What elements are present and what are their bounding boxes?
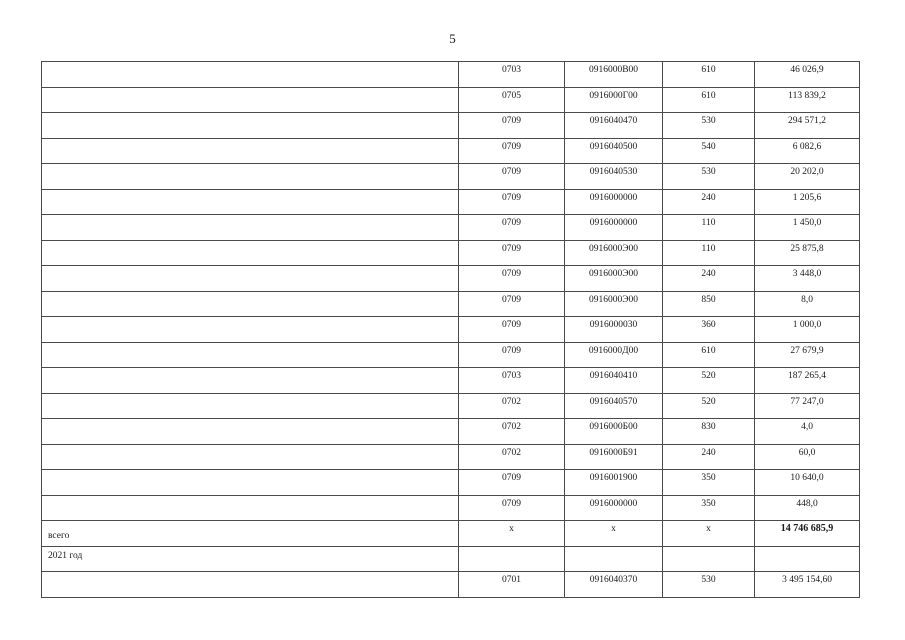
name-cell	[42, 444, 459, 470]
target-cell	[565, 240, 663, 266]
row-section: 0705	[502, 90, 521, 101]
row-target: 0916000Э00	[588, 294, 639, 305]
row-expense: 520	[701, 371, 716, 381]
table-row	[42, 215, 860, 241]
target-cell	[565, 215, 663, 241]
row-section: 0709	[502, 167, 521, 177]
row-section: 0702	[502, 447, 521, 458]
amount-cell	[755, 291, 860, 317]
row-target: 0916000Б00	[589, 422, 638, 432]
target-cell	[565, 495, 663, 521]
expense-cell	[663, 164, 755, 190]
row-section: 0709	[502, 269, 521, 279]
table-row	[42, 113, 860, 139]
row-name	[48, 292, 458, 294]
row-section: 0702	[502, 396, 521, 407]
table-row	[42, 138, 860, 164]
row-expense: 360	[701, 320, 716, 330]
row-target: 0916000030	[589, 320, 638, 330]
row-name	[48, 470, 458, 472]
amount-cell	[755, 240, 860, 266]
expense-cell	[663, 342, 755, 368]
amount-cell	[755, 62, 860, 88]
row-target: 0916000Г00	[589, 90, 638, 101]
total-target: х	[611, 524, 616, 534]
row-name	[48, 62, 458, 64]
table-row	[42, 189, 860, 215]
amount-cell	[755, 189, 860, 215]
row-name	[48, 445, 458, 447]
row-expense: 520	[701, 396, 716, 407]
row-target: 0916000В00	[588, 65, 639, 75]
table-row	[42, 470, 860, 496]
amount-cell	[755, 444, 860, 470]
budget-table-body	[42, 62, 860, 598]
target-cell	[565, 164, 663, 190]
row-expense: 240	[701, 192, 716, 203]
amount-cell	[755, 419, 860, 445]
expense-cell	[663, 215, 755, 241]
row-amount: 113 839,2	[788, 90, 826, 101]
target-cell	[565, 113, 663, 139]
target-cell	[565, 419, 663, 445]
section-cell	[459, 470, 565, 496]
expense-cell	[663, 572, 755, 598]
row-target: 0916040410	[589, 371, 638, 381]
row-target: 0916040470	[589, 116, 638, 126]
table-row	[42, 291, 860, 317]
row-name	[48, 343, 458, 345]
year-row	[42, 546, 860, 572]
expense-cell	[663, 240, 755, 266]
row-target: 0916040530	[589, 167, 638, 177]
row-expense: 350	[701, 498, 716, 509]
year-empty-cell	[565, 546, 663, 572]
target-cell	[565, 393, 663, 419]
row-target: 0916000000	[589, 218, 638, 228]
target-cell	[565, 291, 663, 317]
row-expense: 530	[701, 116, 716, 126]
amount-cell	[755, 266, 860, 292]
row-amount: 46 026,9	[790, 65, 824, 75]
table-row	[42, 62, 860, 88]
table-row	[42, 164, 860, 190]
year-empty-cell	[755, 546, 860, 572]
row-name	[48, 88, 458, 90]
target-cell	[565, 572, 663, 598]
name-cell	[42, 87, 459, 113]
row-amount: 27 679,9	[790, 345, 824, 356]
row-name	[48, 164, 458, 166]
section-cell	[459, 62, 565, 88]
table-row	[42, 368, 860, 394]
row-expense: 610	[701, 90, 716, 101]
section-cell	[459, 393, 565, 419]
row-expense: 240	[701, 269, 716, 279]
row-name	[48, 496, 458, 498]
section-cell	[459, 189, 565, 215]
row-name	[48, 317, 458, 319]
name-cell	[42, 572, 459, 598]
row-expense: 350	[701, 473, 716, 483]
row-target: 0916000000	[589, 192, 638, 203]
target-cell	[565, 62, 663, 88]
row-expense: 540	[701, 141, 716, 152]
section-cell	[459, 368, 565, 394]
year-label-cell	[42, 546, 459, 572]
expense-cell	[663, 419, 755, 445]
row-expense: 110	[701, 218, 716, 228]
section-cell	[459, 419, 565, 445]
name-cell	[42, 470, 459, 496]
row-section: 0703	[502, 65, 521, 75]
expense-cell	[663, 138, 755, 164]
expense-cell	[663, 266, 755, 292]
section-cell	[459, 266, 565, 292]
section-cell	[459, 87, 565, 113]
row-section: 0709	[502, 294, 521, 305]
amount-cell	[755, 317, 860, 343]
row-name	[48, 215, 458, 217]
name-cell	[42, 138, 459, 164]
total-expense-cell	[663, 521, 755, 547]
row-expense: 830	[701, 422, 716, 432]
target-cell	[565, 317, 663, 343]
name-cell	[42, 393, 459, 419]
row-amount: 10 640,0	[790, 473, 824, 483]
expense-cell	[663, 291, 755, 317]
section-cell	[459, 495, 565, 521]
year-empty-cell	[663, 546, 755, 572]
table-row	[42, 317, 860, 343]
amount-cell	[755, 164, 860, 190]
row-expense: 530	[701, 167, 716, 177]
expense-cell	[663, 393, 755, 419]
row-amount: 6 082,6	[792, 141, 822, 152]
section-cell	[459, 164, 565, 190]
row-section: 0709	[502, 473, 521, 483]
amount-cell	[755, 138, 860, 164]
row-name	[48, 572, 458, 574]
row-amount: 1 205,6	[792, 192, 822, 203]
amount-cell	[755, 368, 860, 394]
row-target: 0916000Б91	[589, 447, 638, 458]
table-row	[42, 393, 860, 419]
expense-cell	[663, 495, 755, 521]
total-expense: х	[706, 524, 711, 534]
expense-cell	[663, 189, 755, 215]
row-section: 0709	[502, 498, 521, 509]
target-cell	[565, 368, 663, 394]
row-section: 0709	[502, 320, 521, 330]
row-section: 0701	[502, 575, 521, 585]
name-cell	[42, 419, 459, 445]
expense-cell	[663, 113, 755, 139]
row-amount: 8,0	[801, 294, 813, 305]
row-expense: 610	[701, 65, 716, 75]
row-section: 0709	[502, 243, 521, 254]
row-target: 0916040370	[589, 575, 638, 585]
target-cell	[565, 266, 663, 292]
row-section: 0709	[502, 192, 521, 203]
target-cell	[565, 444, 663, 470]
row-amount: 4,0	[801, 422, 813, 432]
row-section: 0703	[502, 371, 521, 381]
total-section: х	[509, 524, 514, 534]
row-name	[48, 266, 458, 268]
amount-cell	[755, 87, 860, 113]
row-section: 0709	[502, 116, 521, 126]
expense-cell	[663, 87, 755, 113]
target-cell	[565, 138, 663, 164]
row-target: 0916000000	[589, 498, 638, 509]
amount-cell	[755, 215, 860, 241]
total-section-cell	[459, 521, 565, 547]
name-cell	[42, 495, 459, 521]
row-amount: 294 571,2	[788, 116, 826, 126]
row-amount: 1 000,0	[792, 320, 822, 330]
budget-table	[41, 61, 860, 598]
name-cell	[42, 113, 459, 139]
target-cell	[565, 342, 663, 368]
row-amount: 1 450,0	[792, 218, 822, 228]
row-name	[48, 368, 458, 370]
name-cell	[42, 266, 459, 292]
row-target: 0916000Э00	[588, 269, 639, 279]
row-expense: 610	[701, 345, 716, 356]
year-empty-cell	[459, 546, 565, 572]
row-amount: 77 247,0	[790, 396, 824, 407]
target-cell	[565, 87, 663, 113]
row-amount: 187 265,4	[788, 371, 826, 381]
row-expense: 530	[701, 575, 716, 585]
name-cell	[42, 62, 459, 88]
page-number: 5	[449, 31, 456, 46]
row-target: 0916040570	[589, 396, 638, 407]
name-cell	[42, 164, 459, 190]
section-cell	[459, 138, 565, 164]
row-amount: 448,0	[796, 498, 818, 509]
total-amount: 14 746 685,9	[780, 523, 834, 534]
total-label: всего	[48, 531, 70, 541]
table-row	[42, 572, 860, 598]
table-row	[42, 342, 860, 368]
target-cell	[565, 189, 663, 215]
section-cell	[459, 113, 565, 139]
name-cell	[42, 291, 459, 317]
section-cell	[459, 240, 565, 266]
table-row	[42, 266, 860, 292]
total-label-cell	[42, 521, 459, 547]
expense-cell	[663, 444, 755, 470]
expense-cell	[663, 317, 755, 343]
row-amount: 60,0	[798, 447, 816, 458]
total-amount-cell	[755, 521, 860, 547]
expense-cell	[663, 470, 755, 496]
row-name	[48, 113, 458, 115]
row-name	[48, 419, 458, 421]
section-cell	[459, 572, 565, 598]
section-cell	[459, 215, 565, 241]
section-cell	[459, 291, 565, 317]
row-amount: 3 448,0	[792, 269, 822, 279]
section-cell	[459, 342, 565, 368]
row-target: 0916040500	[589, 141, 638, 152]
row-name	[48, 241, 458, 243]
row-section: 0702	[502, 422, 521, 432]
total-row	[42, 521, 860, 547]
row-section: 0709	[502, 141, 521, 152]
row-section: 0709	[502, 218, 521, 228]
expense-cell	[663, 368, 755, 394]
row-expense: 110	[701, 243, 716, 254]
row-name	[48, 394, 458, 396]
row-target: 0916000Д00	[588, 345, 639, 356]
table-row	[42, 240, 860, 266]
row-target: 0916001900	[589, 473, 638, 483]
row-amount: 25 875,8	[790, 243, 824, 254]
name-cell	[42, 317, 459, 343]
row-name	[48, 190, 458, 192]
row-amount: 3 495 154,60	[782, 575, 832, 585]
amount-cell	[755, 113, 860, 139]
name-cell	[42, 240, 459, 266]
row-expense: 850	[701, 294, 716, 305]
table-row	[42, 419, 860, 445]
total-target-cell	[565, 521, 663, 547]
row-name	[48, 139, 458, 141]
target-cell	[565, 470, 663, 496]
amount-cell	[755, 495, 860, 521]
section-cell	[459, 317, 565, 343]
amount-cell	[755, 470, 860, 496]
expense-cell	[663, 62, 755, 88]
name-cell	[42, 215, 459, 241]
amount-cell	[755, 393, 860, 419]
section-cell	[459, 444, 565, 470]
row-amount: 20 202,0	[790, 167, 824, 177]
year-label: 2021 год	[48, 550, 83, 561]
table-row	[42, 495, 860, 521]
table-row	[42, 444, 860, 470]
amount-cell	[755, 342, 860, 368]
name-cell	[42, 342, 459, 368]
row-target: 0916000Э00	[588, 243, 639, 254]
amount-cell	[755, 572, 860, 598]
name-cell	[42, 368, 459, 394]
table-row	[42, 87, 860, 113]
row-section: 0709	[502, 345, 521, 356]
name-cell	[42, 189, 459, 215]
row-expense: 240	[701, 447, 716, 458]
